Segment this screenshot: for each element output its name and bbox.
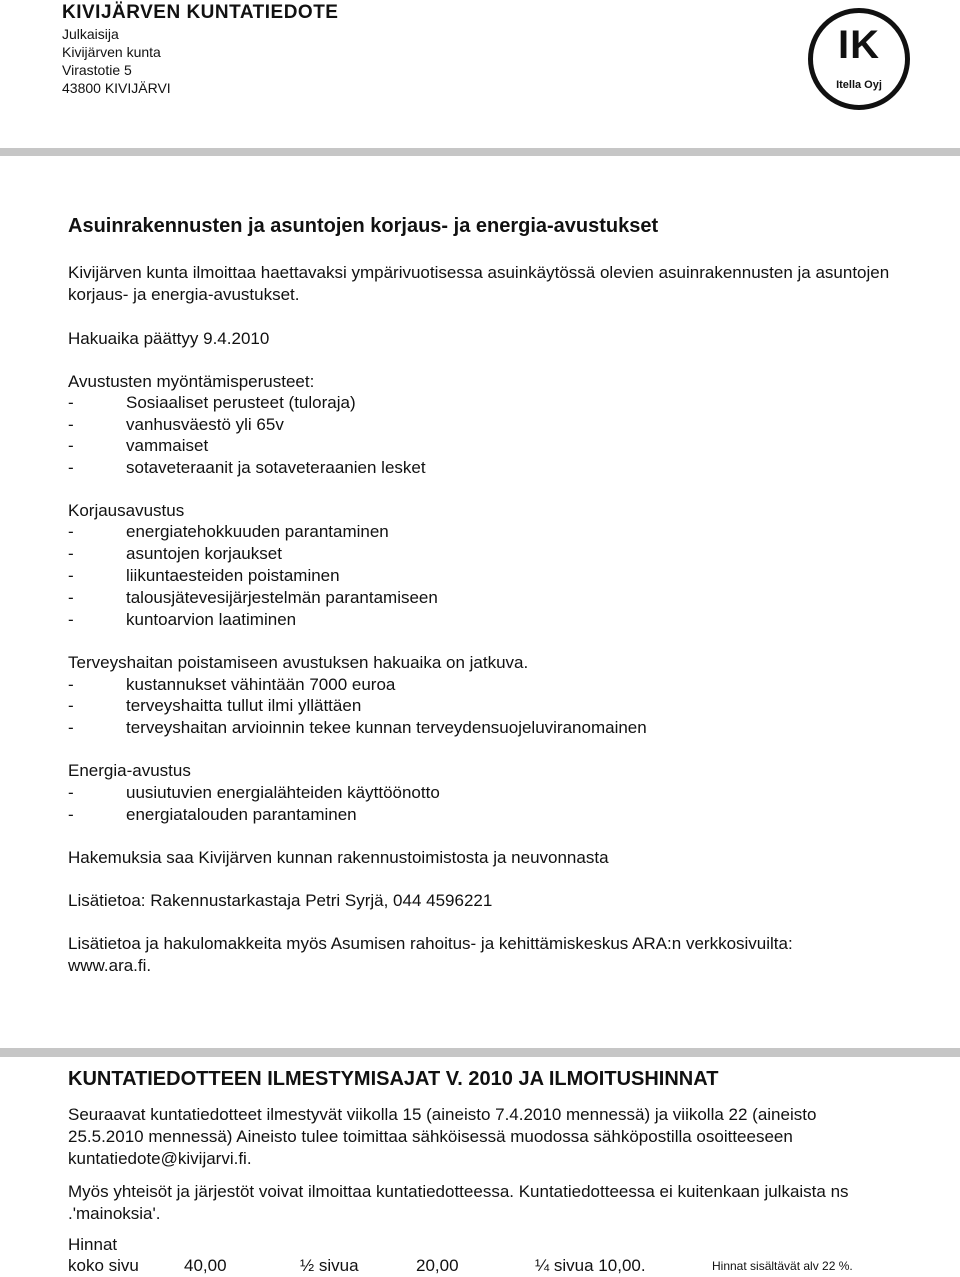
price-full-value: 40,00 [184, 1256, 227, 1275]
list-item-text: talousjätevesijärjestelmän parantamiseen [126, 588, 438, 607]
dash-bullet: - [68, 610, 74, 629]
dash-bullet: - [68, 393, 74, 412]
list-item-text: kustannukset vähintään 7000 euroa [126, 675, 396, 694]
more-info-text: Lisätietoa ja hakulomakkeita myös Asumisen rahoitus- ja kehittämiskeskus ARA:n verkkosivuilta: www.ara.fi. [68, 934, 793, 975]
dash-bullet: - [68, 783, 74, 802]
section-heading-health: Terveyshaitan poistamiseen avustuksen hakuaika on jatkuva. [68, 653, 529, 672]
list-item-text: energiatehokkuuden parantaminen [126, 522, 389, 541]
dash-bullet: - [68, 696, 74, 715]
deadline-text: Hakuaika päättyy 9.4.2010 [68, 329, 270, 348]
section-heading-energy: Energia-avustus [68, 761, 191, 780]
price-quarter: ¼ sivua 10,00. [535, 1256, 646, 1275]
list-item-text: terveyshaitta tullut ilmi yllättäen [126, 696, 362, 715]
dash-bullet: - [68, 566, 74, 585]
list-item-text: uusiutuvien energialähteiden käyttöönotto [126, 783, 440, 802]
list-item-text: terveyshaitan arvioinnin tekee kunnan terveydensuojeluviranomainen [126, 718, 647, 737]
section-heading-repair: Korjausavustus [68, 501, 185, 520]
dash-bullet: - [68, 588, 74, 607]
applications-text: Hakemuksia saa Kivijärven kunnan rakennustoimistosta ja neuvonnasta [68, 848, 609, 867]
list-item-text: sotaveteraanit ja sotaveteraanien lesket [126, 458, 426, 477]
logo-letters: IK [838, 23, 880, 67]
price-full-label: koko sivu [68, 1256, 139, 1275]
article-intro: Kivijärven kunta ilmoittaa haettavaksi ympärivuotisessa asuinkäytössä olevien asuinrakennusten ja asuntojen korjaus- ja energia-avustukset. [68, 263, 890, 304]
logo-caption: Itella Oyj [836, 79, 882, 91]
dash-bullet: - [68, 675, 74, 694]
schedule-title: KUNTATIEDOTTEEN ILMESTYMISAJAT V. 2010 JA ILMOITUSHINNAT [68, 1068, 719, 1090]
price-half-label: ½ sivua [300, 1256, 359, 1275]
publisher-label: Julkaisija [62, 26, 119, 42]
section-divider [0, 1048, 960, 1057]
section-heading-criteria: Avustusten myöntämisperusteet: [68, 372, 315, 391]
price-half-value: 20,00 [416, 1256, 459, 1275]
list-item-text: vanhusväestö yli 65v [126, 415, 284, 434]
publication-title: KIVIJÄRVEN KUNTATIEDOTE [62, 2, 339, 23]
prices-label: Hinnat [68, 1235, 118, 1254]
dash-bullet: - [68, 522, 74, 541]
contact-text: Lisätietoa: Rakennustarkastaja Petri Syrjä, 044 4596221 [68, 891, 493, 910]
list-item-text: energiatalouden parantaminen [126, 805, 357, 824]
associations-paragraph: Myös yhteisöt ja järjestöt voivat ilmoittaa kuntatiedotteessa. Kuntatiedotteessa ei kuitenkaan julkaista ns .'mainoksia'. [68, 1182, 849, 1223]
dash-bullet: - [68, 718, 74, 737]
list-item-text: kuntoarvion laatiminen [126, 610, 297, 629]
dash-bullet: - [68, 458, 74, 477]
list-item-text: liikuntaesteiden poistaminen [126, 566, 340, 585]
dash-bullet: - [68, 436, 74, 455]
publisher-name: Kivijärven kunta [62, 44, 161, 60]
list-item-text: Sosiaaliset perusteet (tuloraja) [126, 393, 356, 412]
publisher-postal: 43800 KIVIJÄRVI [62, 80, 171, 96]
article-title: Asuinrakennusten ja asuntojen korjaus- ja energia-avustukset [68, 215, 659, 237]
publisher-street: Virastotie 5 [62, 62, 132, 78]
list-item-text: vammaiset [126, 436, 209, 455]
itella-logo [808, 8, 910, 110]
dash-bullet: - [68, 415, 74, 434]
dash-bullet: - [68, 805, 74, 824]
list-item-text: asuntojen korjaukset [126, 544, 282, 563]
schedule-paragraph: Seuraavat kuntatiedotteet ilmestyvät viikolla 15 (aineisto 7.4.2010 mennessä) ja viikolla 22 (aineisto 25.5.2010 mennessä) Aineisto tulee toimittaa sähköisessä muodossa sähköpostilla osoitteeseen kuntatiedote@kivijarvi.fi. [68, 1105, 817, 1168]
dash-bullet: - [68, 544, 74, 563]
header-divider [0, 148, 960, 156]
vat-note: Hinnat sisältävät alv 22 %. [712, 1259, 853, 1273]
